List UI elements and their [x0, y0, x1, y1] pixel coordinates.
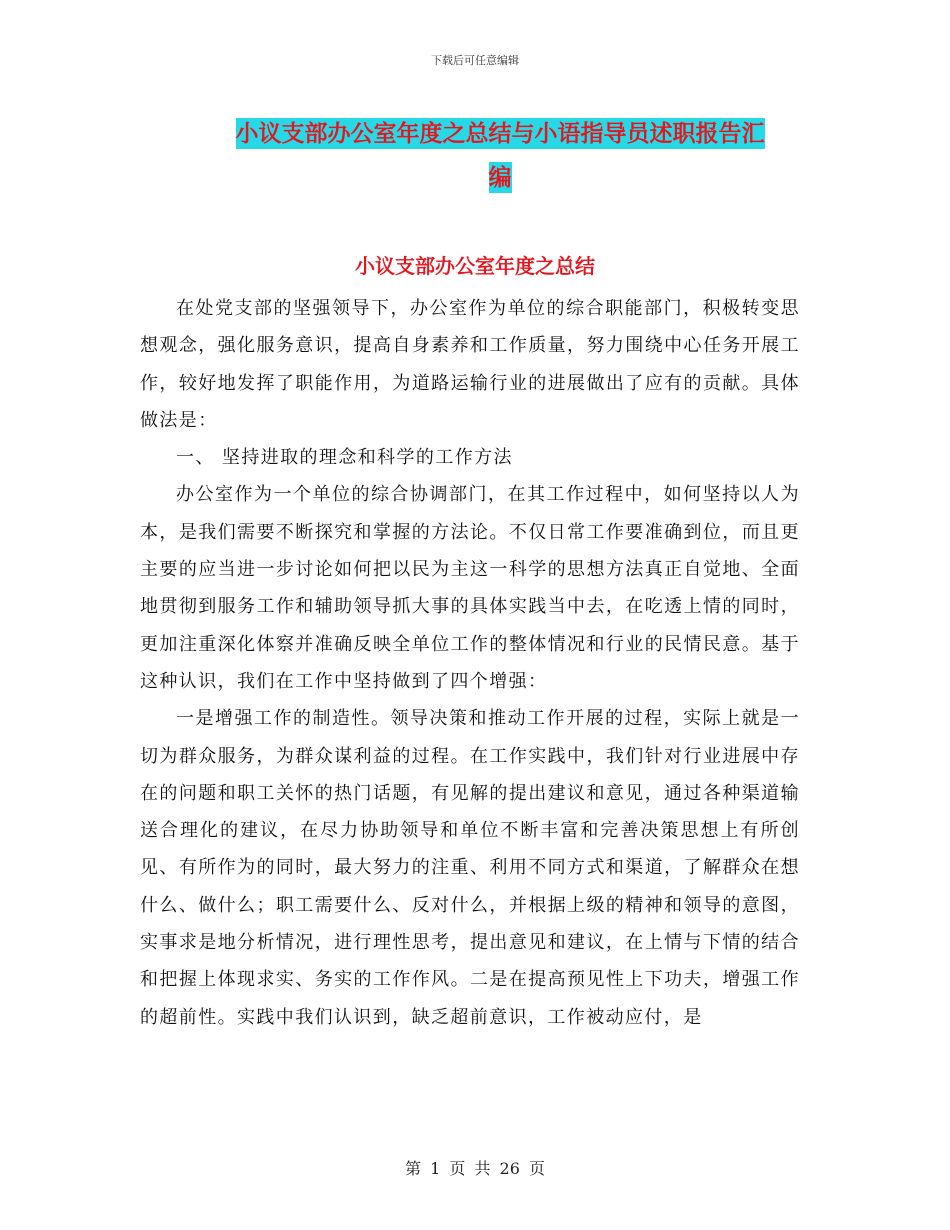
title-line-2: 编 — [488, 164, 512, 191]
title-line-1: 小议支部办公室年度之总结与小语指导员述职报告汇 — [235, 120, 765, 147]
paragraph: 办公室作为一个单位的综合协调部门，在其工作过程中，如何坚持以人为本，是我们需要不断探究和掌握的方法论。不仅日常工作要准确到位，而且更主要的应当进一步讨论如何把以民为主这一科学的思想方法真正自觉地、全面地贯彻到服务工作和辅助领导抓大事的具体实践当中去，在吃透上情的同时，更加注重深化体察并准确反映全单位工作的整体情况和行业的民情民意。基于这种认识，我们在工作中坚持做到了四个增强： — [140, 484, 800, 692]
body-text — [140, 290, 800, 1036]
paragraph: 在处党支部的坚强领导下，办公室作为单位的综合职能部门，积极转变思想观念，强化服务意识，提高自身素养和工作质量，努力围绕中心任务开展工作，较好地发挥了职能作用，为道路运输行业的进展做出了应有的贡献。具体做法是： — [140, 298, 800, 431]
document-title — [190, 112, 810, 200]
paragraph: 一是增强工作的制造性。领导决策和推动工作开展的过程，实际上就是一切为群众服务，为群众谋利益的过程。在工作实践中，我们针对行业进展中存在的问题和职工关怀的热门话题，有见解的提出建议和意见，通过各种渠道输送合理化的建议，在尽力协助领导和单位不断丰富和完善决策思想上有所创见、有所作为的同时，最大努力的注重、利用不同方式和渠道，了解群众在想什么、做什么；职工需要什么、反对什么，并根据上级的精神和领导的意图，实事求是地分析情况，进行理性思考，提出意见和建议，在上情与下情的结合和把握上体现求实、务实的工作作风。二是在提高预见性上下功夫，增强工作的超前性。实践中我们认识到，缺乏超前意识，工作被动应付，是 — [140, 708, 800, 1028]
section-heading: 一、 坚持进取的理念和科学的工作方法 — [176, 447, 513, 469]
page-header: 下载后可任意编辑 — [431, 54, 519, 67]
section-title: 小议支部办公室年度之总结 — [355, 254, 595, 278]
page-footer: 第 1 页 共 26 页 — [405, 1159, 545, 1178]
